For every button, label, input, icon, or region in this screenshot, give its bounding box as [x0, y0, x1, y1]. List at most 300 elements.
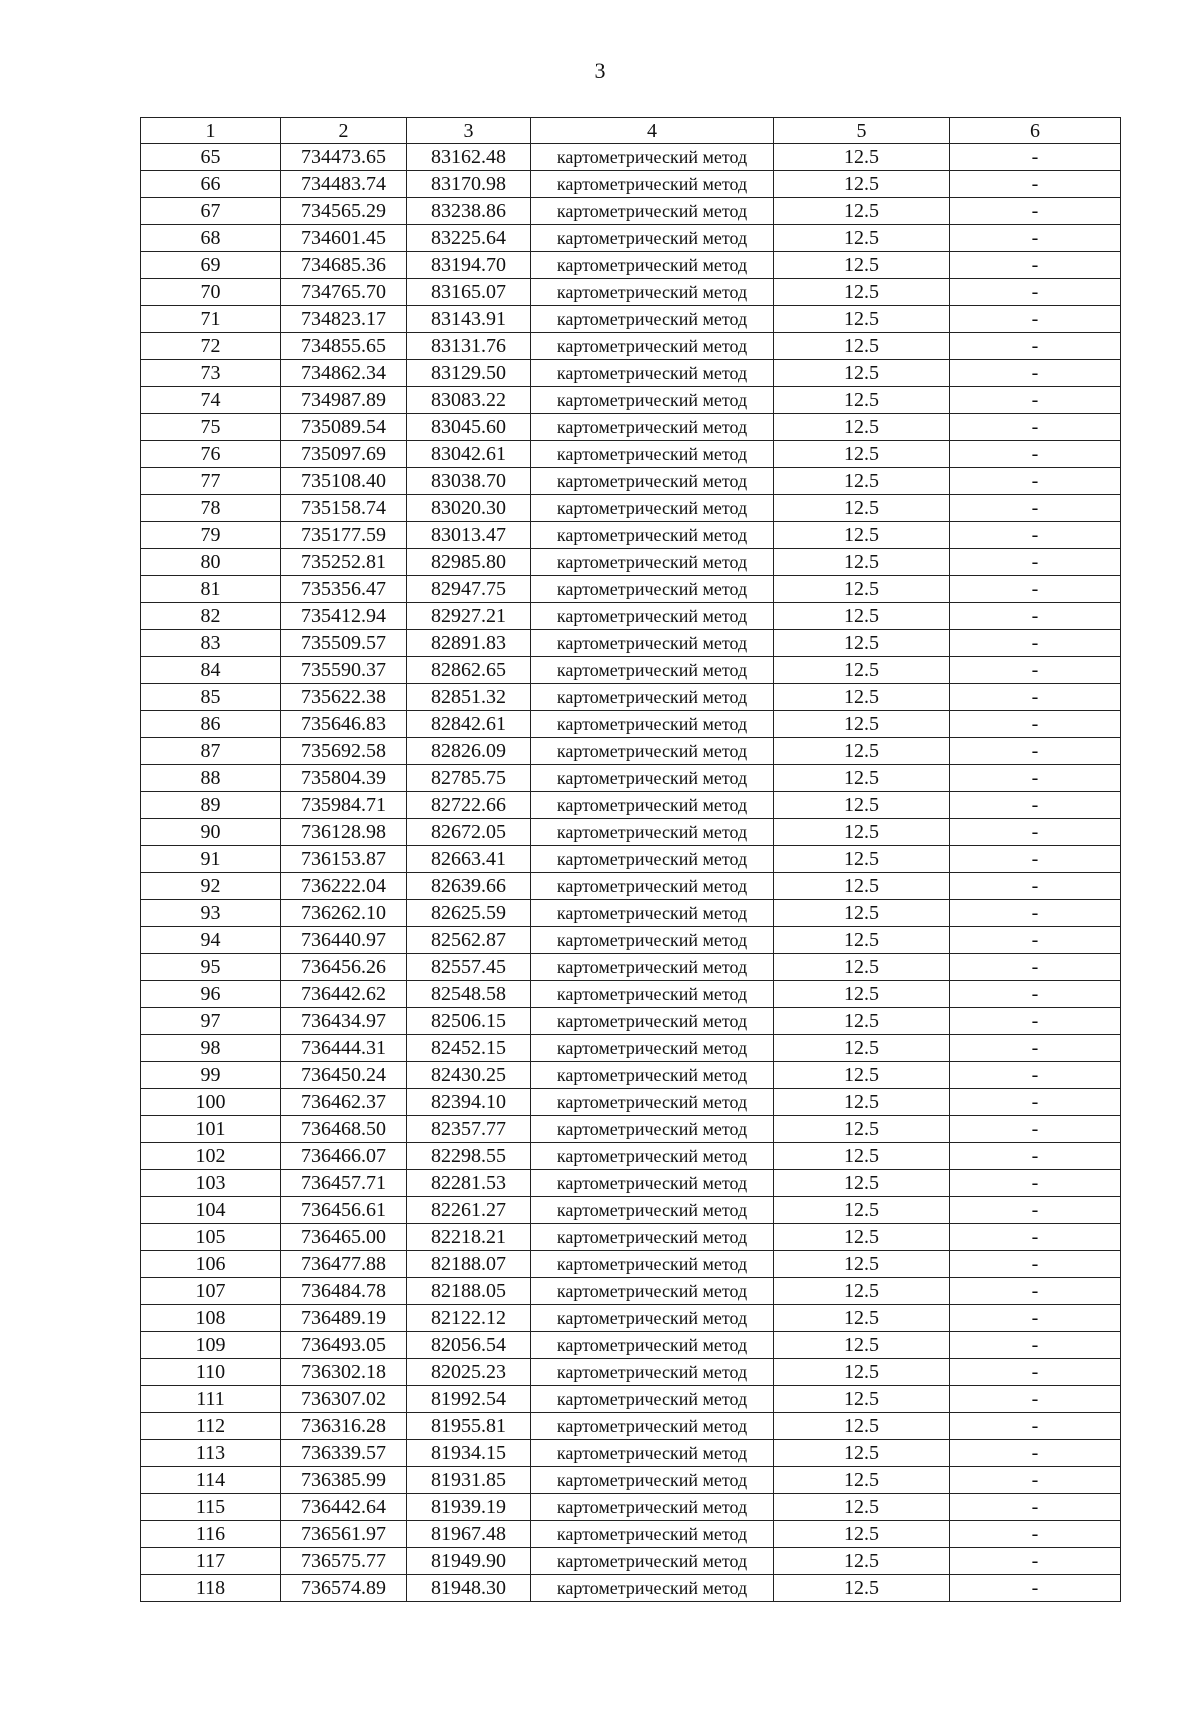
point-number-cell: 82: [141, 603, 281, 630]
method-cell: картометрический метод: [531, 1143, 774, 1170]
table-row: [141, 576, 1121, 603]
x-coordinate-cell: 735804.39: [281, 765, 407, 792]
note-cell: -: [950, 1305, 1121, 1332]
table-row: [141, 1305, 1121, 1332]
y-coordinate-cell: 83083.22: [407, 387, 531, 414]
accuracy-cell: 12.5: [774, 279, 950, 306]
table-row: [141, 954, 1121, 981]
accuracy-cell: 12.5: [774, 900, 950, 927]
table-row: [141, 306, 1121, 333]
x-coordinate-cell: 736456.61: [281, 1197, 407, 1224]
method-cell: картометрический метод: [531, 1089, 774, 1116]
x-coordinate-cell: 734855.65: [281, 333, 407, 360]
note-cell: -: [950, 1197, 1121, 1224]
method-cell: картометрический метод: [531, 279, 774, 306]
y-coordinate-cell: 82261.27: [407, 1197, 531, 1224]
note-cell: -: [950, 333, 1121, 360]
point-number-cell: 93: [141, 900, 281, 927]
accuracy-cell: 12.5: [774, 144, 950, 171]
note-cell: -: [950, 711, 1121, 738]
method-cell: картометрический метод: [531, 1467, 774, 1494]
table-row: [141, 468, 1121, 495]
accuracy-cell: 12.5: [774, 1521, 950, 1548]
accuracy-cell: 12.5: [774, 1224, 950, 1251]
note-cell: -: [950, 981, 1121, 1008]
note-cell: -: [950, 1278, 1121, 1305]
x-coordinate-cell: 735692.58: [281, 738, 407, 765]
accuracy-cell: 12.5: [774, 1089, 950, 1116]
x-coordinate-cell: 735984.71: [281, 792, 407, 819]
table-header: [141, 118, 1121, 144]
point-number-cell: 114: [141, 1467, 281, 1494]
note-cell: -: [950, 468, 1121, 495]
method-cell: картометрический метод: [531, 711, 774, 738]
table-row: [141, 1494, 1121, 1521]
y-coordinate-cell: 83038.70: [407, 468, 531, 495]
point-number-cell: 106: [141, 1251, 281, 1278]
x-coordinate-cell: 736128.98: [281, 819, 407, 846]
table-row: [141, 549, 1121, 576]
accuracy-cell: 12.5: [774, 765, 950, 792]
table-row: [141, 819, 1121, 846]
y-coordinate-cell: 82947.75: [407, 576, 531, 603]
accuracy-cell: 12.5: [774, 1008, 950, 1035]
x-coordinate-cell: 736575.77: [281, 1548, 407, 1575]
point-number-cell: 108: [141, 1305, 281, 1332]
note-cell: -: [950, 684, 1121, 711]
x-coordinate-cell: 736442.62: [281, 981, 407, 1008]
point-number-cell: 103: [141, 1170, 281, 1197]
method-cell: картометрический метод: [531, 1305, 774, 1332]
x-coordinate-cell: 736153.87: [281, 846, 407, 873]
y-coordinate-cell: 82122.12: [407, 1305, 531, 1332]
x-coordinate-cell: 736574.89: [281, 1575, 407, 1602]
x-coordinate-cell: 736468.50: [281, 1116, 407, 1143]
y-coordinate-cell: 82851.32: [407, 684, 531, 711]
accuracy-cell: 12.5: [774, 1386, 950, 1413]
accuracy-cell: 12.5: [774, 1062, 950, 1089]
table-row: [141, 1143, 1121, 1170]
accuracy-cell: 12.5: [774, 1251, 950, 1278]
method-cell: картометрический метод: [531, 1224, 774, 1251]
y-coordinate-cell: 82785.75: [407, 765, 531, 792]
note-cell: -: [950, 819, 1121, 846]
note-cell: -: [950, 1521, 1121, 1548]
method-cell: картометрический метод: [531, 1359, 774, 1386]
point-number-cell: 68: [141, 225, 281, 252]
note-cell: -: [950, 792, 1121, 819]
table-row: [141, 1278, 1121, 1305]
method-cell: картометрический метод: [531, 1575, 774, 1602]
y-coordinate-cell: 81931.85: [407, 1467, 531, 1494]
accuracy-cell: 12.5: [774, 1359, 950, 1386]
note-cell: -: [950, 1089, 1121, 1116]
accuracy-cell: 12.5: [774, 630, 950, 657]
y-coordinate-cell: 81967.48: [407, 1521, 531, 1548]
method-cell: картометрический метод: [531, 765, 774, 792]
table-row: [141, 414, 1121, 441]
note-cell: -: [950, 1386, 1121, 1413]
point-number-cell: 72: [141, 333, 281, 360]
table-row: [141, 981, 1121, 1008]
method-cell: картометрический метод: [531, 252, 774, 279]
accuracy-cell: 12.5: [774, 1035, 950, 1062]
accuracy-cell: 12.5: [774, 1170, 950, 1197]
x-coordinate-cell: 736222.04: [281, 873, 407, 900]
table-row: [141, 1359, 1121, 1386]
note-cell: -: [950, 414, 1121, 441]
y-coordinate-cell: 83225.64: [407, 225, 531, 252]
table-row: [141, 1251, 1121, 1278]
coordinates-table: [140, 117, 1121, 1602]
accuracy-cell: 12.5: [774, 1143, 950, 1170]
table-row: [141, 144, 1121, 171]
point-number-cell: 84: [141, 657, 281, 684]
table-row: [141, 387, 1121, 414]
accuracy-cell: 12.5: [774, 414, 950, 441]
point-number-cell: 76: [141, 441, 281, 468]
method-cell: картометрический метод: [531, 954, 774, 981]
method-cell: картометрический метод: [531, 198, 774, 225]
table-row: [141, 1170, 1121, 1197]
accuracy-cell: 12.5: [774, 1332, 950, 1359]
accuracy-cell: 12.5: [774, 1440, 950, 1467]
method-cell: картометрический метод: [531, 1116, 774, 1143]
accuracy-cell: 12.5: [774, 711, 950, 738]
table-row: [141, 630, 1121, 657]
table-row: [141, 765, 1121, 792]
point-number-cell: 98: [141, 1035, 281, 1062]
method-cell: картометрический метод: [531, 576, 774, 603]
accuracy-cell: 12.5: [774, 171, 950, 198]
note-cell: -: [950, 495, 1121, 522]
table-row: [141, 1467, 1121, 1494]
method-cell: картометрический метод: [531, 333, 774, 360]
note-cell: -: [950, 441, 1121, 468]
point-number-cell: 86: [141, 711, 281, 738]
x-coordinate-cell: 734473.65: [281, 144, 407, 171]
point-number-cell: 91: [141, 846, 281, 873]
method-cell: картометрический метод: [531, 630, 774, 657]
point-number-cell: 83: [141, 630, 281, 657]
y-coordinate-cell: 82025.23: [407, 1359, 531, 1386]
point-number-cell: 105: [141, 1224, 281, 1251]
note-cell: -: [950, 1413, 1121, 1440]
note-cell: -: [950, 1035, 1121, 1062]
accuracy-cell: 12.5: [774, 522, 950, 549]
y-coordinate-cell: 82394.10: [407, 1089, 531, 1116]
y-coordinate-cell: 82672.05: [407, 819, 531, 846]
point-number-cell: 117: [141, 1548, 281, 1575]
point-number-cell: 73: [141, 360, 281, 387]
table-row: [141, 1197, 1121, 1224]
note-cell: -: [950, 900, 1121, 927]
method-cell: картометрический метод: [531, 1251, 774, 1278]
x-coordinate-cell: 736385.99: [281, 1467, 407, 1494]
table-row: [141, 1386, 1121, 1413]
x-coordinate-cell: 736302.18: [281, 1359, 407, 1386]
method-cell: картометрический метод: [531, 171, 774, 198]
accuracy-cell: 12.5: [774, 225, 950, 252]
header-cell-3: 3: [407, 118, 531, 144]
x-coordinate-cell: 735158.74: [281, 495, 407, 522]
x-coordinate-cell: 736465.00: [281, 1224, 407, 1251]
method-cell: картометрический метод: [531, 738, 774, 765]
header-cell-4: 4: [531, 118, 774, 144]
point-number-cell: 115: [141, 1494, 281, 1521]
accuracy-cell: 12.5: [774, 1575, 950, 1602]
note-cell: -: [950, 306, 1121, 333]
point-number-cell: 109: [141, 1332, 281, 1359]
point-number-cell: 110: [141, 1359, 281, 1386]
note-cell: -: [950, 360, 1121, 387]
accuracy-cell: 12.5: [774, 198, 950, 225]
note-cell: -: [950, 1143, 1121, 1170]
y-coordinate-cell: 82452.15: [407, 1035, 531, 1062]
note-cell: -: [950, 225, 1121, 252]
y-coordinate-cell: 82927.21: [407, 603, 531, 630]
table-row: [141, 1413, 1121, 1440]
y-coordinate-cell: 81948.30: [407, 1575, 531, 1602]
x-coordinate-cell: 736450.24: [281, 1062, 407, 1089]
point-number-cell: 95: [141, 954, 281, 981]
method-cell: картометрический метод: [531, 927, 774, 954]
method-cell: картометрический метод: [531, 819, 774, 846]
x-coordinate-cell: 735177.59: [281, 522, 407, 549]
table-row: [141, 522, 1121, 549]
y-coordinate-cell: 82842.61: [407, 711, 531, 738]
method-cell: картометрический метод: [531, 1332, 774, 1359]
table-row: [141, 1224, 1121, 1251]
header-cell-2: 2: [281, 118, 407, 144]
y-coordinate-cell: 81949.90: [407, 1548, 531, 1575]
x-coordinate-cell: 736477.88: [281, 1251, 407, 1278]
point-number-cell: 66: [141, 171, 281, 198]
note-cell: -: [950, 1440, 1121, 1467]
y-coordinate-cell: 82639.66: [407, 873, 531, 900]
accuracy-cell: 12.5: [774, 1494, 950, 1521]
y-coordinate-cell: 83143.91: [407, 306, 531, 333]
x-coordinate-cell: 734987.89: [281, 387, 407, 414]
y-coordinate-cell: 82056.54: [407, 1332, 531, 1359]
y-coordinate-cell: 82562.87: [407, 927, 531, 954]
note-cell: -: [950, 144, 1121, 171]
table-row: [141, 441, 1121, 468]
note-cell: -: [950, 279, 1121, 306]
method-cell: картометрический метод: [531, 1278, 774, 1305]
y-coordinate-cell: 83170.98: [407, 171, 531, 198]
y-coordinate-cell: 83162.48: [407, 144, 531, 171]
point-number-cell: 113: [141, 1440, 281, 1467]
note-cell: -: [950, 1008, 1121, 1035]
note-cell: -: [950, 1251, 1121, 1278]
y-coordinate-cell: 82826.09: [407, 738, 531, 765]
point-number-cell: 78: [141, 495, 281, 522]
y-coordinate-cell: 82548.58: [407, 981, 531, 1008]
accuracy-cell: 12.5: [774, 819, 950, 846]
y-coordinate-cell: 82891.83: [407, 630, 531, 657]
page-number: 3: [594, 58, 606, 83]
x-coordinate-cell: 736493.05: [281, 1332, 407, 1359]
x-coordinate-cell: 736262.10: [281, 900, 407, 927]
y-coordinate-cell: 82985.80: [407, 549, 531, 576]
accuracy-cell: 12.5: [774, 549, 950, 576]
y-coordinate-cell: 82281.53: [407, 1170, 531, 1197]
point-number-cell: 99: [141, 1062, 281, 1089]
method-cell: картометрический метод: [531, 900, 774, 927]
point-number-cell: 104: [141, 1197, 281, 1224]
x-coordinate-cell: 734862.34: [281, 360, 407, 387]
point-number-cell: 97: [141, 1008, 281, 1035]
note-cell: -: [950, 738, 1121, 765]
point-number-cell: 81: [141, 576, 281, 603]
y-coordinate-cell: 83045.60: [407, 414, 531, 441]
y-coordinate-cell: 82357.77: [407, 1116, 531, 1143]
header-cell-1: 1: [141, 118, 281, 144]
method-cell: картометрический метод: [531, 603, 774, 630]
note-cell: -: [950, 1224, 1121, 1251]
table-row: [141, 603, 1121, 630]
x-coordinate-cell: 734823.17: [281, 306, 407, 333]
accuracy-cell: 12.5: [774, 846, 950, 873]
table-row: [141, 1548, 1121, 1575]
accuracy-cell: 12.5: [774, 657, 950, 684]
y-coordinate-cell: 81992.54: [407, 1386, 531, 1413]
x-coordinate-cell: 735097.69: [281, 441, 407, 468]
accuracy-cell: 12.5: [774, 387, 950, 414]
table-row: [141, 1116, 1121, 1143]
table-row: [141, 1521, 1121, 1548]
y-coordinate-cell: 83131.76: [407, 333, 531, 360]
y-coordinate-cell: 83238.86: [407, 198, 531, 225]
table-row: [141, 873, 1121, 900]
point-number-cell: 100: [141, 1089, 281, 1116]
x-coordinate-cell: 734483.74: [281, 171, 407, 198]
accuracy-cell: 12.5: [774, 1197, 950, 1224]
method-cell: картометрический метод: [531, 1062, 774, 1089]
x-coordinate-cell: 734601.45: [281, 225, 407, 252]
point-number-cell: 65: [141, 144, 281, 171]
x-coordinate-cell: 735509.57: [281, 630, 407, 657]
note-cell: -: [950, 1062, 1121, 1089]
x-coordinate-cell: 735590.37: [281, 657, 407, 684]
method-cell: картометрический метод: [531, 1197, 774, 1224]
table-row: [141, 1575, 1121, 1602]
accuracy-cell: 12.5: [774, 360, 950, 387]
accuracy-cell: 12.5: [774, 333, 950, 360]
table-row: [141, 900, 1121, 927]
note-cell: -: [950, 630, 1121, 657]
y-coordinate-cell: 81955.81: [407, 1413, 531, 1440]
accuracy-cell: 12.5: [774, 792, 950, 819]
table-row: [141, 1035, 1121, 1062]
method-cell: картометрический метод: [531, 387, 774, 414]
accuracy-cell: 12.5: [774, 954, 950, 981]
y-coordinate-cell: 82218.21: [407, 1224, 531, 1251]
y-coordinate-cell: 82188.07: [407, 1251, 531, 1278]
y-coordinate-cell: 83194.70: [407, 252, 531, 279]
note-cell: -: [950, 1116, 1121, 1143]
x-coordinate-cell: 734565.29: [281, 198, 407, 225]
method-cell: картометрический метод: [531, 873, 774, 900]
point-number-cell: 96: [141, 981, 281, 1008]
note-cell: -: [950, 252, 1121, 279]
accuracy-cell: 12.5: [774, 873, 950, 900]
x-coordinate-cell: 736444.31: [281, 1035, 407, 1062]
note-cell: -: [950, 1359, 1121, 1386]
note-cell: -: [950, 171, 1121, 198]
note-cell: -: [950, 1332, 1121, 1359]
point-number-cell: 80: [141, 549, 281, 576]
y-coordinate-cell: 82557.45: [407, 954, 531, 981]
table-row: [141, 684, 1121, 711]
note-cell: -: [950, 765, 1121, 792]
table-row: [141, 495, 1121, 522]
header-row: [141, 118, 1121, 144]
y-coordinate-cell: 82625.59: [407, 900, 531, 927]
y-coordinate-cell: 83042.61: [407, 441, 531, 468]
method-cell: картометрический метод: [531, 1521, 774, 1548]
y-coordinate-cell: 81934.15: [407, 1440, 531, 1467]
point-number-cell: 116: [141, 1521, 281, 1548]
note-cell: -: [950, 603, 1121, 630]
note-cell: -: [950, 1467, 1121, 1494]
x-coordinate-cell: 735089.54: [281, 414, 407, 441]
note-cell: -: [950, 198, 1121, 225]
point-number-cell: 111: [141, 1386, 281, 1413]
accuracy-cell: 12.5: [774, 495, 950, 522]
method-cell: картометрический метод: [531, 1494, 774, 1521]
x-coordinate-cell: 735622.38: [281, 684, 407, 711]
note-cell: -: [950, 387, 1121, 414]
accuracy-cell: 12.5: [774, 738, 950, 765]
method-cell: картометрический метод: [531, 360, 774, 387]
accuracy-cell: 12.5: [774, 576, 950, 603]
note-cell: -: [950, 522, 1121, 549]
x-coordinate-cell: 736561.97: [281, 1521, 407, 1548]
table-row: [141, 927, 1121, 954]
accuracy-cell: 12.5: [774, 981, 950, 1008]
method-cell: картометрический метод: [531, 657, 774, 684]
point-number-cell: 92: [141, 873, 281, 900]
x-coordinate-cell: 734685.36: [281, 252, 407, 279]
point-number-cell: 102: [141, 1143, 281, 1170]
y-coordinate-cell: 83013.47: [407, 522, 531, 549]
x-coordinate-cell: 736307.02: [281, 1386, 407, 1413]
y-coordinate-cell: 83129.50: [407, 360, 531, 387]
table-row: [141, 252, 1121, 279]
y-coordinate-cell: 82862.65: [407, 657, 531, 684]
x-coordinate-cell: 736339.57: [281, 1440, 407, 1467]
x-coordinate-cell: 736442.64: [281, 1494, 407, 1521]
note-cell: -: [950, 1575, 1121, 1602]
point-number-cell: 70: [141, 279, 281, 306]
x-coordinate-cell: 736462.37: [281, 1089, 407, 1116]
point-number-cell: 88: [141, 765, 281, 792]
point-number-cell: 69: [141, 252, 281, 279]
method-cell: картометрический метод: [531, 846, 774, 873]
accuracy-cell: 12.5: [774, 927, 950, 954]
point-number-cell: 112: [141, 1413, 281, 1440]
note-cell: -: [950, 576, 1121, 603]
table-row: [141, 1062, 1121, 1089]
table-row: [141, 333, 1121, 360]
y-coordinate-cell: 82722.66: [407, 792, 531, 819]
point-number-cell: 85: [141, 684, 281, 711]
x-coordinate-cell: 735108.40: [281, 468, 407, 495]
note-cell: -: [950, 1548, 1121, 1575]
method-cell: картометрический метод: [531, 144, 774, 171]
